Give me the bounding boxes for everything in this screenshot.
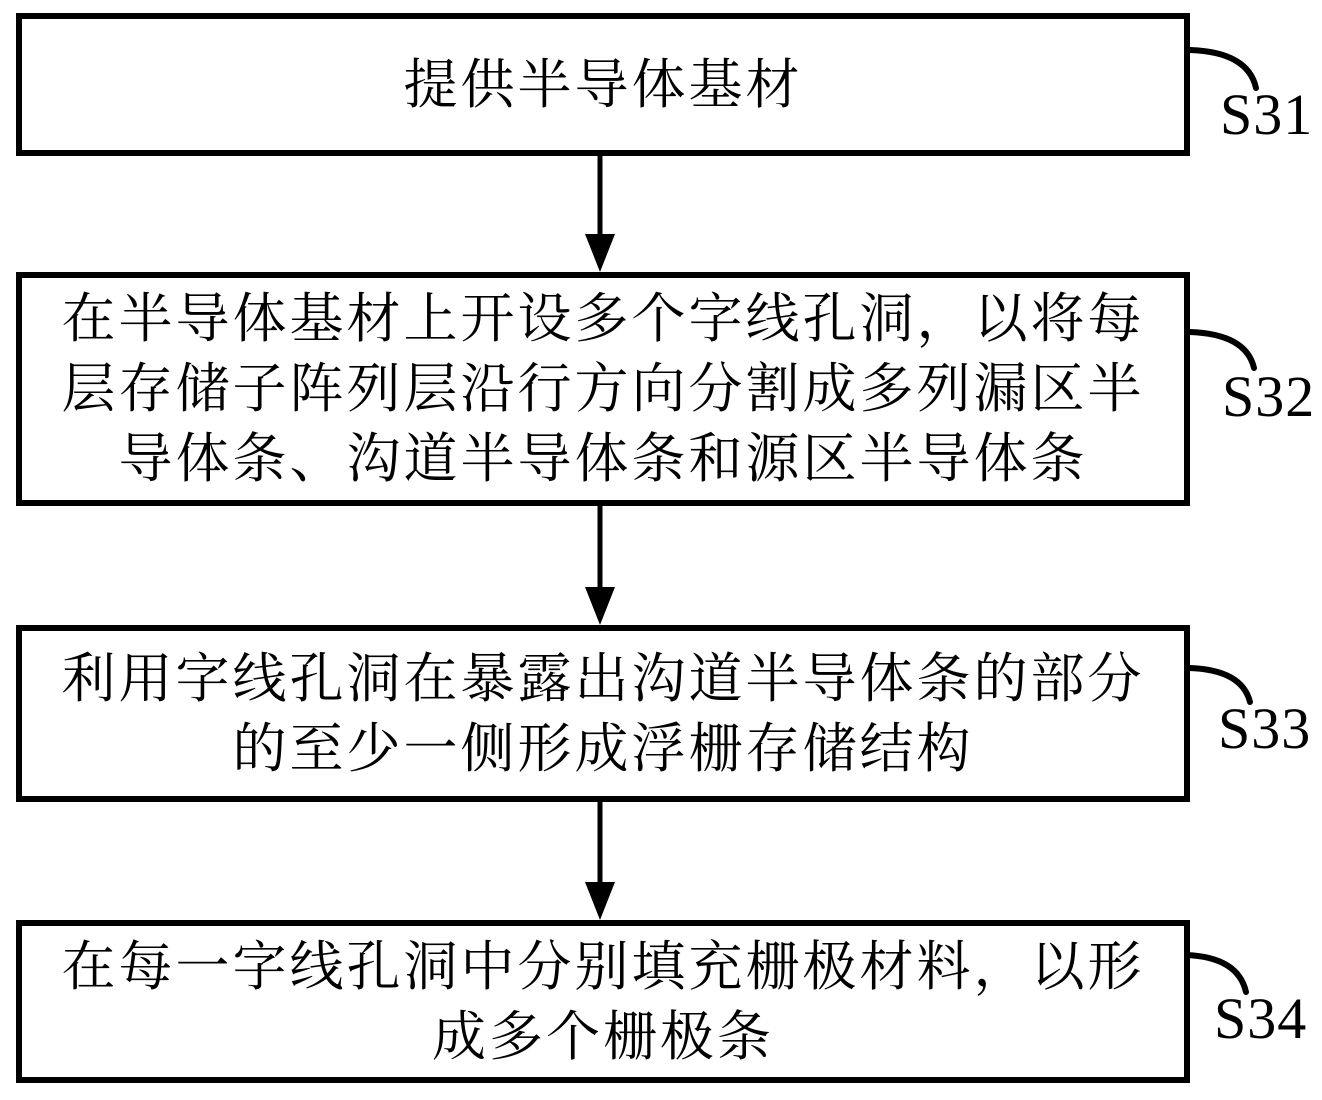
- label-hook-s32: [1190, 332, 1254, 368]
- flow-box-s31-text: 提供半导体基材: [403, 54, 803, 115]
- step-label-s33: S33: [1218, 696, 1312, 761]
- flow-box-s31: [16, 13, 1190, 156]
- step-label-s31: S31: [1220, 82, 1314, 147]
- flow-box-s33-text-line2: 的至少一侧形成浮栅存储结构: [232, 718, 974, 779]
- flow-box-s34: [16, 920, 1190, 1083]
- flow-box-s33: [16, 625, 1190, 802]
- flow-box-s34-text-line1: 在每一字线孔洞中分别填充栅极材料，以形: [61, 936, 1145, 997]
- step-label-s32: S32: [1222, 364, 1316, 429]
- flow-box-s32-text-line1: 在半导体基材上开设多个字线孔洞，以将每: [61, 289, 1145, 349]
- flow-box-s32: [16, 272, 1190, 506]
- arrow-s31-to-s32-head: [585, 234, 615, 272]
- flow-box-s33-text-line1: 利用字线孔洞在暴露出沟道半导体条的部分: [61, 648, 1145, 709]
- flow-box-s34-text-line2: 成多个栅极条: [432, 1006, 774, 1067]
- arrow-s33-to-s34-head: [585, 882, 615, 920]
- step-label-s34: S34: [1214, 986, 1308, 1051]
- arrow-s32-to-s33-head: [585, 587, 615, 625]
- flow-box-s32-text-line2: 层存储子阵列层沿行方向分割成多列漏区半: [61, 359, 1145, 419]
- flow-box-s32-text-line3: 导体条、沟道半导体条和源区半导体条: [118, 429, 1088, 489]
